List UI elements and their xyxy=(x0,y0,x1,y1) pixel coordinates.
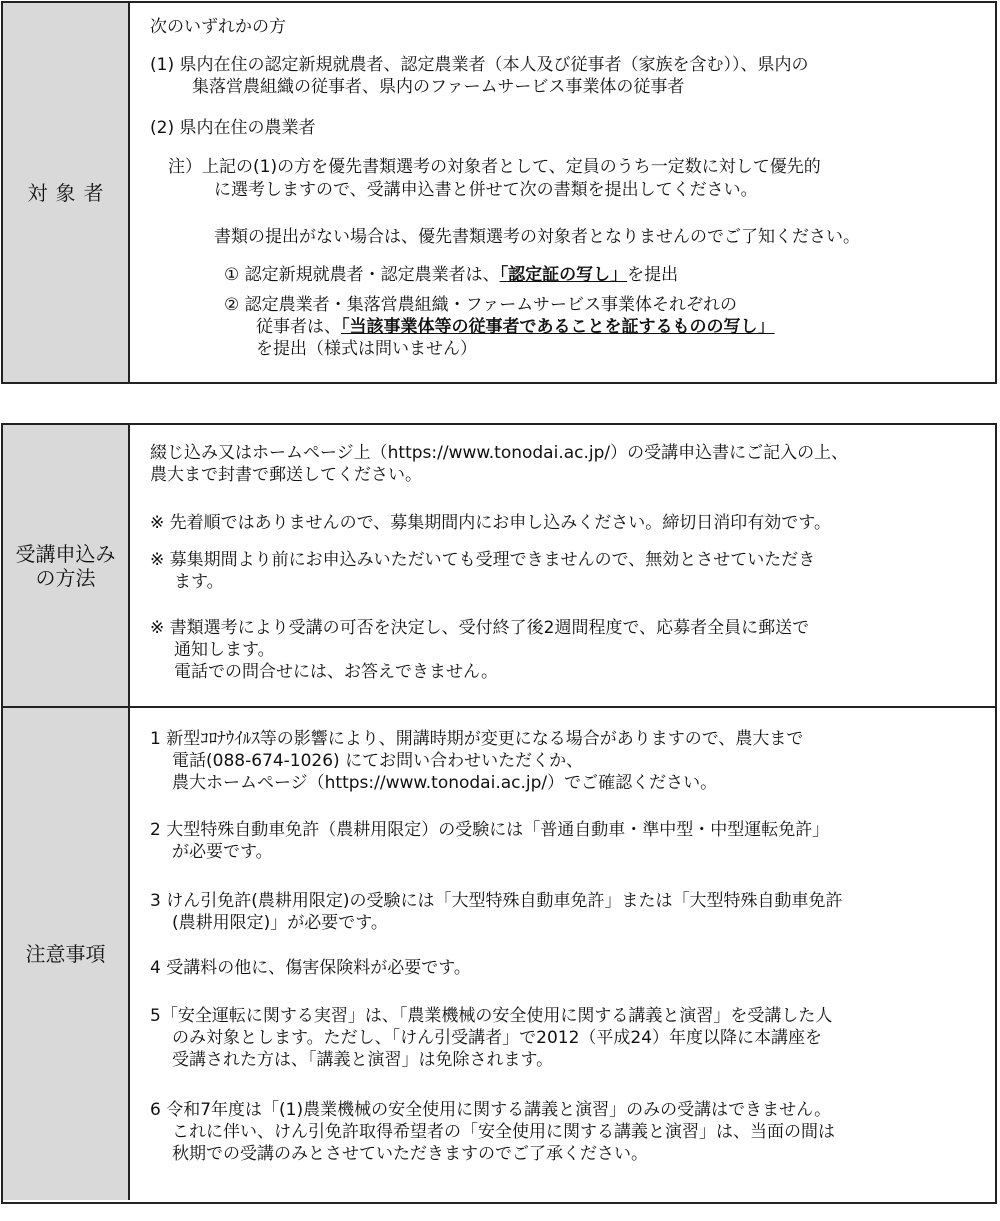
eligibility-header: 対象者 xyxy=(3,3,130,382)
document-2-name: 「当該事業体等の従事者であることを証するものの写し」 xyxy=(341,317,775,337)
application-method-header-line-1: 受講申込み xyxy=(15,541,116,566)
precaution-6-line-2: これに伴い、けん引免許取得希望者の「安全使用に関する講義と演習」は、当面の間は xyxy=(172,1122,835,1142)
eligibility-item-2: (2) 県内在住の農業者 xyxy=(150,118,316,138)
precaution-3-line-2: (農耕用限定)」が必要です。 xyxy=(172,913,388,933)
precaution-6-line-1: 6 令和7年度は「(1)農業機械の安全使用に関する講義と演習」のみの受講はできません。 xyxy=(150,1100,832,1120)
precautions-row xyxy=(3,706,995,1200)
precaution-5-line-2: のみ対象とします。ただし、「けん引受講者」で2012（平成24）年度以降に本講座を xyxy=(172,1028,823,1048)
precautions-header: 注意事項 xyxy=(3,708,130,1200)
required-document-2-line-3: を提出（様式は問いません） xyxy=(256,339,477,359)
application-method-header-line-2: の方法 xyxy=(35,565,96,590)
precaution-2-line-2: が必要です。 xyxy=(172,842,273,862)
precaution-1-line-2: 電話(088-674-1026) にてお問い合わせいただくか、 xyxy=(172,751,584,771)
document-1-suffix: を提出 xyxy=(627,265,679,285)
precaution-2-line-1: 2 大型特殊自動車免許（農耕用限定）の受験には「普通自動車・準中型・中型運転免許」 xyxy=(150,820,830,840)
precaution-5-line-3: 受講された方は、「講義と演習」は免除されます。 xyxy=(172,1050,554,1070)
document-1-name: 「認定証の写し」 xyxy=(499,265,628,285)
application-note-3-line-2: 通知します。 xyxy=(174,640,275,660)
application-note-3-line-1: ※ 書類選考により受講の可否を決定し、受付終了後2週間程度で、応募者全員に郵送で xyxy=(150,618,810,638)
document-1-prefix: ① 認定新規就農者・認定農業者は、 xyxy=(224,265,500,285)
application-paragraph-line-1: 綴じ込み又はホームページ上（https://www.tonodai.ac.jp/）の受講申込書にご記入の上、 xyxy=(150,443,849,463)
precaution-1-line-3: 農大ホームページ（https://www.tonodai.ac.jp/）でご確認ください。 xyxy=(172,773,718,793)
eligibility-row xyxy=(3,3,995,382)
application-method-row xyxy=(3,425,995,706)
precautions-content xyxy=(130,708,995,1200)
note-line-2: に選考しますので、受講申込書と併せて次の書類を提出してください。 xyxy=(214,180,758,200)
precaution-5-line-1: 5「安全運転に関する実習」は、「農業機械の安全使用に関する講義と演習」を受講した人 xyxy=(150,1006,833,1026)
required-document-1 xyxy=(224,265,678,285)
document-2-prefix: 従事者は、 xyxy=(256,317,341,337)
application-note-3-line-3: 電話での問合せには、お答えできません。 xyxy=(174,662,499,682)
note-line-3: 書類の提出がない場合は、優先書類選考の対象者となりませんのでご了知ください。 xyxy=(214,227,860,247)
precaution-3-line-1: 3 けん引免許(農耕用限定)の受験には「大型特殊自動車免許」または「大型特殊自動車免許 xyxy=(150,891,843,911)
eligibility-table xyxy=(1,1,997,384)
eligibility-content xyxy=(130,3,995,382)
precaution-4: 4 受講料の他に、傷害保険料が必要です。 xyxy=(150,958,471,978)
application-note-2-line-2: ます。 xyxy=(174,572,224,592)
application-note-2-line-1: ※ 募集期間より前にお申込みいただいても受理できませんので、無効とさせていただき xyxy=(150,550,816,570)
precaution-6-line-3: 秋期での受講のみとさせていただきますのでご了承ください。 xyxy=(172,1144,648,1164)
eligibility-item-1-line-1: (1) 県内在住の認定新規就農者、認定農業者（本人及び従事者（家族を含む））、県内の xyxy=(150,55,809,75)
note-line-1: 注）上記の(1)の方を優先書類選考の対象者として、定員のうち一定数に対して優先的 xyxy=(168,157,821,177)
application-method-header xyxy=(3,425,130,706)
application-method-content xyxy=(130,425,995,706)
eligibility-intro: 次のいずれかの方 xyxy=(150,17,286,37)
application-paragraph-line-2: 農大まで封書で郵送してください。 xyxy=(150,465,422,485)
eligibility-item-1-line-2: 集落営農組織の従事者、県内のファームサービス事業体の従事者 xyxy=(192,77,685,97)
required-document-2-line-1: ② 認定農業者・集落営農組織・ファームサービス事業体それぞれの xyxy=(224,295,737,315)
application-note-1: ※ 先着順ではありませんので、募集期間内にお申し込みください。締切日消印有効です。 xyxy=(150,513,831,533)
application-table xyxy=(1,423,997,1204)
required-document-2-line-2 xyxy=(256,317,775,337)
precaution-1-line-1: 1 新型ｺﾛﾅｳｲﾙｽ等の影響により、開講時期が変更になる場合がありますので、農大まで xyxy=(150,729,804,749)
